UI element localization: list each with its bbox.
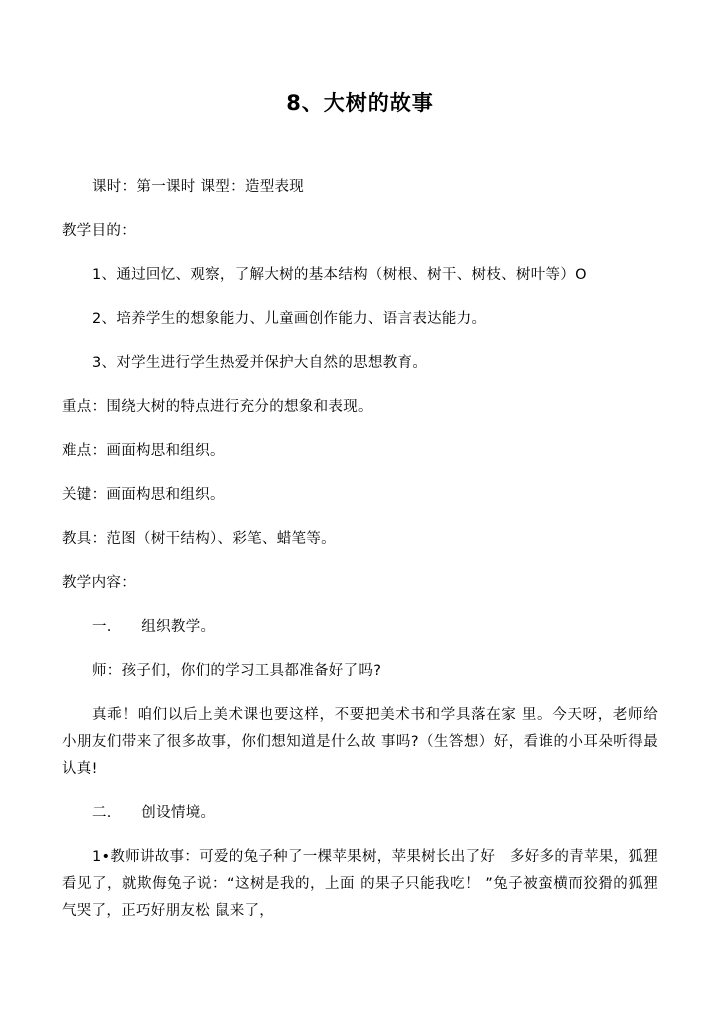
paragraph-key: 关键：画面构思和组织。 <box>62 487 225 503</box>
paragraph-teacher-line-2: 真乖！咱们以后上美术课也要这样，不要把美术书和学具落在家 里。今天呀，老师给小朋友们带来了很多故事，你们想知道是什么故 事吗?（生答想）好，看谁的小耳朵听得最认真! <box>62 707 658 777</box>
paragraph-focus: 重点：围绕大树的特点进行充分的想象和表现。 <box>62 399 373 415</box>
paragraph-section-1: 一. 组织教学。 <box>92 619 216 635</box>
paragraph-meta-line: 课时：第一课时 课型：造型表现 <box>92 179 305 195</box>
paragraph-teacher-line-1: 师：孩子们，你们的学习工具都准备好了吗? <box>92 663 382 679</box>
paragraph-section-2: 二. 创设情境。 <box>92 805 216 821</box>
document-body <box>62 174 658 925</box>
paragraph-tools: 教具：范图（树干结构）、彩笔、蜡笔等。 <box>62 531 336 547</box>
paragraph-aim-3: 3、对学生进行学生热爱并保护大自然的思想教育。 <box>92 355 428 371</box>
page-title: 8、大树的故事 <box>286 91 434 115</box>
paragraph-aim-heading: 教学目的： <box>62 223 136 239</box>
paragraph-difficulty: 难点：画面构思和组织。 <box>62 443 225 459</box>
paragraph-aim-1: 1、通过回忆、观察，了解大树的基本结构（树根、树干、树枝、树叶等）O <box>92 267 587 283</box>
paragraph-aim-2: 2、培养学生的想象能力、儿童画创作能力、语言表达能力。 <box>92 311 487 327</box>
paragraph-story-1: 1•教师讲故事：可爱的兔子种了一棵苹果树，苹果树长出了好 多好多的青苹果，狐狸看见了，就欺侮兔子说：“这树是我的，上面 的果子只能我吃！ ”兔子被蛮横而狡猾的狐狸气哭了，正巧好朋友松 鼠来了， <box>62 849 658 919</box>
paragraph-content-heading: 教学内容： <box>62 575 136 591</box>
